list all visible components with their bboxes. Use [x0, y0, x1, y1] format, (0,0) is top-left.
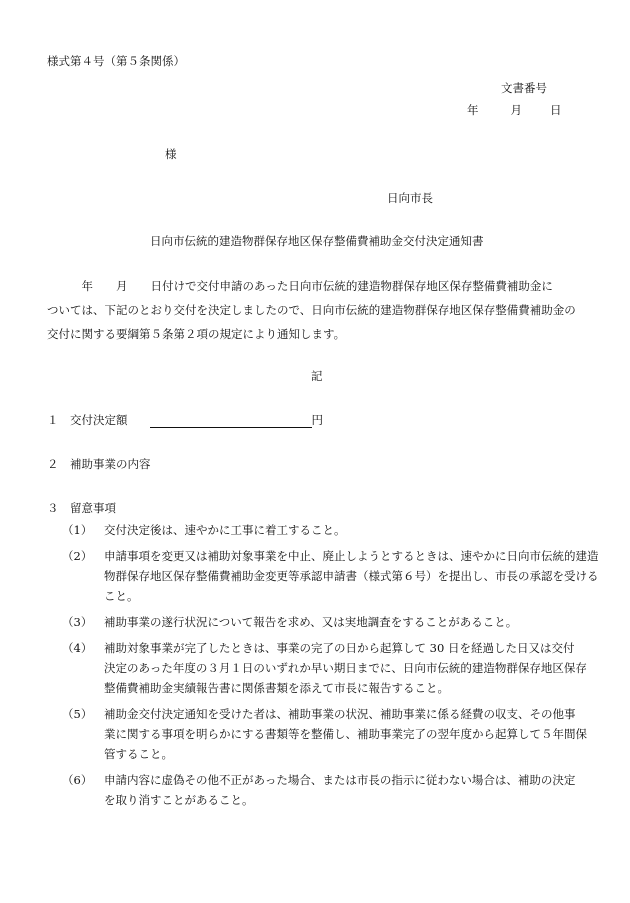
note-line: 申請内容に虚偽その他不正があった場合、または市長の指示に従わない場合は、補助の決定: [104, 773, 576, 787]
note-item: [62, 612, 602, 632]
note-number: （6）: [62, 773, 93, 787]
note-line: 補助事業の遂行状況について報告を求め、又は実地調査をすることがあること。: [104, 615, 518, 629]
note-line: 決定のあった年度の３月１日のいずれか早い期日までに、日向市伝統的建造物群保存地区保存: [104, 661, 587, 675]
date-year: 年: [467, 103, 479, 117]
ki-heading: 記: [311, 369, 323, 383]
item-grant-amount: [47, 412, 323, 428]
item1-label: １ 交付決定額: [47, 413, 128, 427]
note-line: 業に関する事項を明らかにする書類等を整備し、補助事業完了の翌年度から起算して５年間保: [104, 727, 587, 741]
notes-list: [62, 520, 602, 810]
issuer: 日向市長: [387, 191, 433, 205]
note-item: [62, 704, 602, 764]
body-line: ついては、下記のとおり交付を決定しましたので、日向市伝統的建造物群保存地区保存整備費補助金の: [47, 303, 576, 317]
note-line: 申請事項を変更又は補助対象事業を中止、廃止しようとするときは、速やかに日向市伝統的建造: [104, 549, 599, 563]
note-line: 物群保存地区保存整備費補助金変更等承認申請書（様式第６号）を提出し、市長の承認を受ける: [104, 569, 599, 583]
issue-date: [467, 102, 562, 118]
note-number: （1）: [62, 523, 93, 537]
note-item: [62, 638, 602, 698]
body-line: 交付に関する要綱第５条第２項の規定により通知します。: [47, 327, 346, 341]
note-line: 交付決定後は、速やかに工事に着工すること。: [104, 523, 346, 537]
form-number: 様式第４号（第５条関係）: [47, 54, 185, 68]
item-notes-heading: ３ 留意事項: [47, 501, 116, 515]
note-number: （5）: [62, 707, 93, 721]
date-day: 日: [550, 103, 562, 117]
note-number: （4）: [62, 641, 93, 655]
note-line: 補助金交付決定通知を受けた者は、補助事業の状況、補助事業に係る経費の収支、その他事: [104, 707, 576, 721]
item1-unit: 円: [311, 413, 323, 427]
note-number: （3）: [62, 615, 93, 629]
document-number-label: 文書番号: [501, 81, 547, 95]
amount-blank-line: [150, 414, 312, 428]
addressee: 様: [165, 147, 177, 161]
body-line: 年 月 日付けで交付申請のあった日向市伝統的建造物群保存地区保存整備費補助金に: [47, 279, 553, 293]
note-number: （2）: [62, 549, 93, 563]
note-line: 補助対象事業が完了したときは、事業の完了の日から起算して 30 日を経過した日又は交付: [104, 641, 575, 655]
document-title: 日向市伝統的建造物群保存地区保存整備費補助金交付決定通知書: [150, 234, 484, 248]
note-item: [62, 546, 602, 606]
note-item: [62, 520, 602, 540]
note-line: こと。: [104, 589, 139, 603]
date-month: 月: [510, 103, 522, 117]
note-item: [62, 770, 602, 810]
item-project-content: ２ 補助事業の内容: [47, 457, 151, 471]
body-text: [47, 274, 587, 346]
note-line: 管すること。: [104, 747, 173, 761]
note-line: 整備費補助金実績報告書に関係書類を添えて市長に報告すること。: [104, 681, 449, 695]
note-line: を取り消すことがあること。: [104, 793, 254, 807]
